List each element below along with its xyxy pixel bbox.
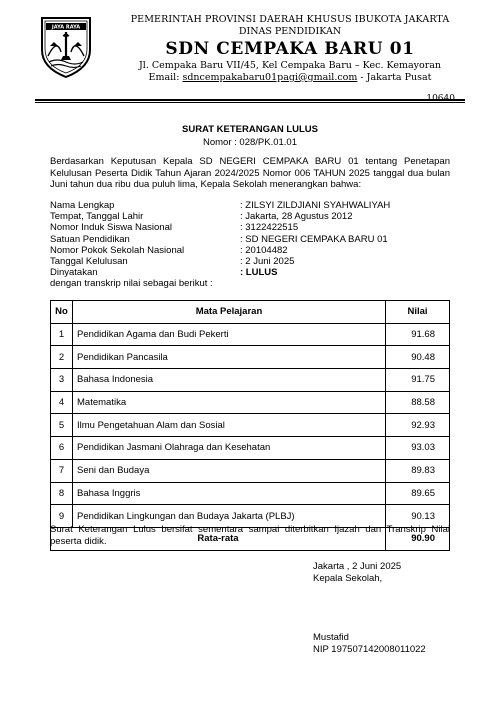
department-name: DINAS PENDIDIKAN	[238, 26, 342, 37]
signatory	[313, 632, 483, 656]
table-row: 5 Ilmu Pengetahuan Alam dan Sosial 92.93	[51, 414, 450, 437]
graduation-status: : LULUS	[240, 267, 278, 279]
signatory-nip: NIP 197507142008011022	[313, 643, 426, 655]
grades-table	[50, 300, 450, 551]
table-header-row	[51, 301, 450, 324]
city-suffix: - Jakarta Pusat	[357, 72, 432, 83]
average-label: Rata-rata	[51, 527, 386, 550]
column-header-subject: Mata Pelajaran	[73, 301, 386, 324]
identity-row-birth: Tempat, Tanggal Lahir : Jakarta, 28 Agustus 2012	[50, 211, 353, 223]
table-row: 7 Seni dan Budaya 89.83	[51, 459, 450, 482]
table-row: 8 Bahasa Inggris 89.65	[51, 482, 450, 505]
school-email-link[interactable]: sdncempakabaru01pagi@gmail.com	[182, 72, 358, 83]
government-name: PEMERINTAH PROVINSI DAERAH KHUSUS IBUKOTA JAKARTA	[130, 14, 450, 25]
signature-block	[313, 561, 473, 585]
identity-row-name: Nama Lengkap : ZILSYI ZILDJIANI SYAHWALIYAH	[50, 200, 391, 211]
identity-row-nisn: Nomor Induk Siswa Nasional : 3122422515	[50, 222, 299, 234]
jakarta-emblem-icon	[39, 16, 93, 78]
logo-motto: JAYA RAYA	[51, 24, 81, 31]
identity-row-status: Dinyatakan : LULUS	[50, 267, 450, 278]
document-title: SURAT KETERANGAN LULUS	[182, 124, 318, 135]
column-header-no: No	[51, 301, 73, 324]
identity-row-graduation-date: Tanggal Kelulusan : 2 Juni 2025	[50, 256, 295, 268]
letterhead-rule-thin	[35, 102, 465, 103]
school-contact	[105, 72, 475, 84]
table-row: 2 Pendidikan Pancasila 90.48	[51, 346, 450, 369]
table-row: 4 Matematika 88.58	[51, 391, 450, 414]
table-row: 3 Bahasa Indonesia 91.75	[51, 369, 450, 392]
document-number: Nomor : 028/PK.01.01	[203, 137, 297, 148]
identity-row-school: Satuan Pendidikan : SD NEGERI CEMPAKA BARU 01	[50, 233, 388, 245]
transcript-intro: dengan transkrip nilai sebagai berikut :	[50, 278, 213, 290]
identity-row-npsn: Nomor Pokok Sekolah Nasional : 20104482	[50, 244, 288, 256]
signature-position: Kepala Sekolah,	[313, 572, 383, 584]
footnote-paragraph: Surat Keterangan Lulus bersifat sementara sampai diterbitkan Ijazah dan Transkrip Nilai peserta didik.	[50, 524, 450, 547]
letterhead	[35, 10, 465, 102]
email-label: Email:	[148, 72, 180, 83]
table-row: 6 Pendidikan Jasmani Olahraga dan Kesehatan 93.03	[51, 437, 450, 460]
student-identity	[50, 200, 450, 290]
school-address: Jl. Cempaka Baru VII/45, Kel Cempaka Baru – Kec. Kemayoran	[138, 60, 442, 71]
table-row: 1 Pendidikan Agama dan Budi Pekerti 91.68	[51, 323, 450, 346]
letterhead-text	[105, 14, 475, 84]
table-row: 9 Pendidikan Lingkungan dan Budaya Jakarta (PLBJ) 90.13	[51, 505, 450, 528]
signatory-name: Mustafid	[313, 632, 349, 643]
letterhead-rule-thick	[35, 99, 465, 101]
school-name: SDN CEMPAKA BARU 01	[165, 39, 415, 59]
average-value: 90.90	[386, 527, 450, 550]
column-header-score: Nilai	[386, 301, 450, 324]
intro-paragraph: Berdasarkan Keputusan Kepala SD NEGERI CEMPAKA BARU 01 tentang Penetapan Kelulusan Peserta Didik Tahun Ajaran 2024/2025 Nomor 006 TAHUN 2025 tanggal dua bulan Juni tahun dua ribu dua puluh lima, Kepala Sekolah menerangkan bahwa:	[50, 156, 450, 191]
signature-place-date: Jakarta , 2 Juni 2025	[313, 561, 402, 572]
